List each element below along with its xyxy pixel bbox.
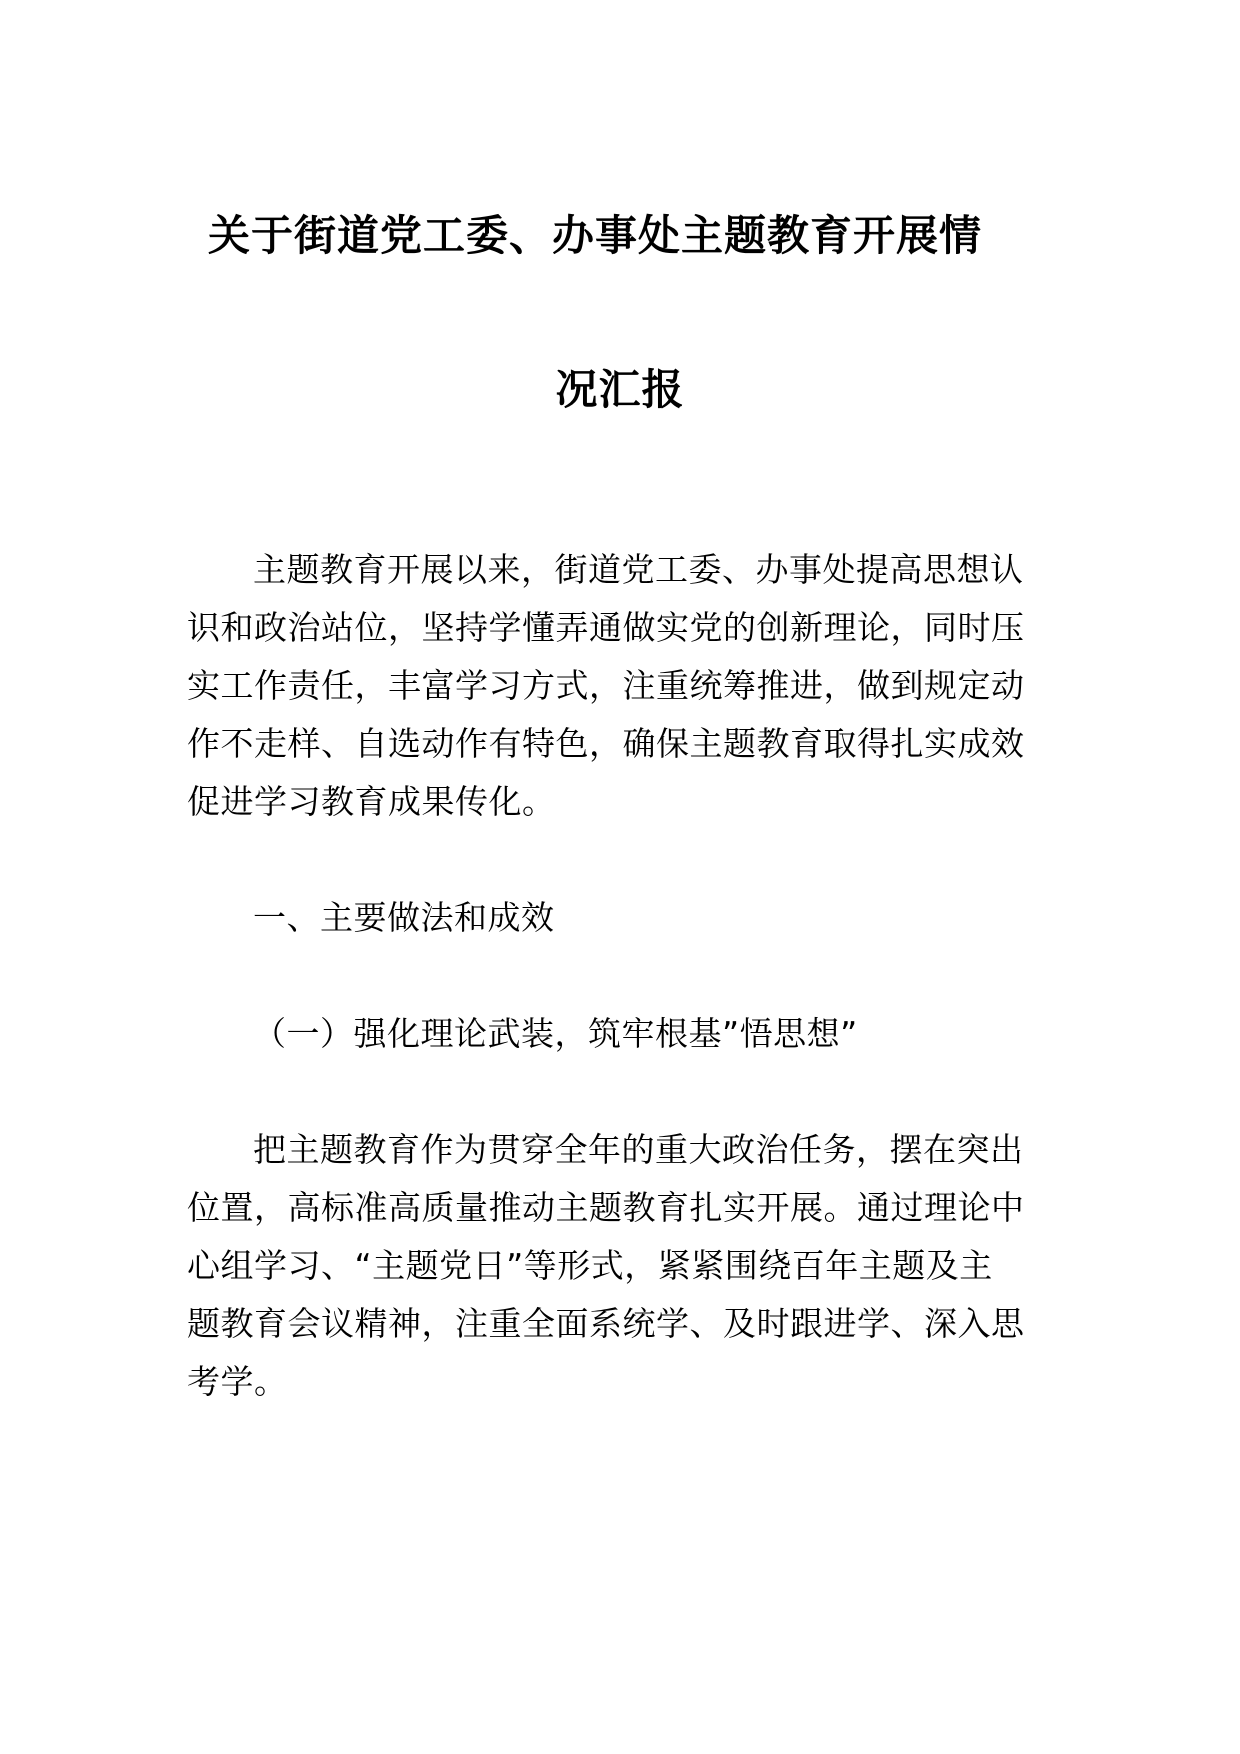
paragraph-1-line-3: 实工作责任，丰富学习方式，注重统筹推进，做到规定动 [187,666,1025,705]
paragraph-2-line-3: 心组学习、“主题党日”等形式，紧紧围绕百年主题及主 [187,1246,993,1285]
paragraph-1-line-5: 促进学习教育成果传化。 [187,782,556,821]
paragraph-2-line-5: 考学。 [187,1362,288,1401]
paragraph-1-line-4: 作不走样、自选动作有特色，确保主题教育取得扎实成效 [187,724,1025,763]
paragraph-1-line-2: 识和政治站位，坚持学懂弄通做实党的创新理论，同时压 [187,608,1025,647]
section-heading: 一、主要做法和成效 [253,898,555,937]
paragraph-2-line-1: 把主题教育作为贯穿全年的重大政治任务，摆在突出 [253,1130,1024,1169]
paragraph-1-line-1: 主题教育开展以来，街道党工委、办事处提高思想认 [253,550,1024,589]
document-title-line-1: 关于街道党工委、办事处主题教育开展情 [208,211,983,260]
paragraph-2-line-4: 题教育会议精神，注重全面系统学、及时跟进学、深入思 [187,1304,1025,1343]
document-title-line-2: 况汇报 [555,365,685,414]
subsection-heading: （一）强化理论武装，筑牢根基”悟思想” [253,1014,858,1053]
paragraph-2-line-2: 位置，高标准高质量推动主题教育扎实开展。通过理论中 [187,1188,1025,1227]
